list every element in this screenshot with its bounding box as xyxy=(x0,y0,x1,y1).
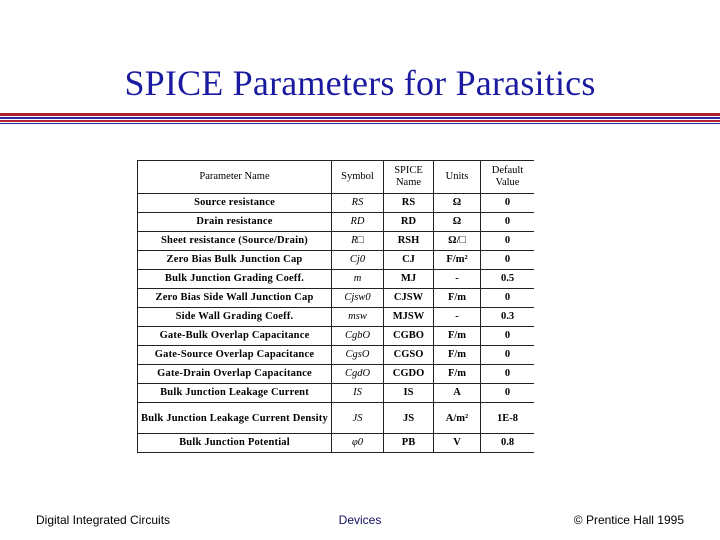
units-cell: V xyxy=(434,434,481,453)
spice-name-cell: MJSW xyxy=(384,308,434,327)
symbol-cell: CgbO xyxy=(332,327,384,346)
symbol-cell: m xyxy=(332,270,384,289)
units-cell: A xyxy=(434,384,481,403)
default-value-cell: 0 xyxy=(481,289,535,308)
parameter-name-cell: Drain resistance xyxy=(138,213,332,232)
units-cell: - xyxy=(434,308,481,327)
table-header-row xyxy=(138,161,535,194)
table-row xyxy=(138,365,535,384)
default-value-cell: 0.8 xyxy=(481,434,535,453)
parameter-name-cell: Gate-Drain Overlap Capacitance xyxy=(138,365,332,384)
title-rule-red xyxy=(0,113,720,116)
footer-course-name: Digital Integrated Circuits xyxy=(36,513,171,527)
units-cell: A/m² xyxy=(434,403,481,434)
spice-name-cell: CJ xyxy=(384,251,434,270)
symbol-cell: Cjsw0 xyxy=(332,289,384,308)
spice-name-cell: JS xyxy=(384,403,434,434)
header-parameter-name: Parameter Name xyxy=(138,161,332,194)
symbol-cell: IS xyxy=(332,384,384,403)
symbol-cell: msw xyxy=(332,308,384,327)
default-value-cell: 1E-8 xyxy=(481,403,535,434)
header-units: Units xyxy=(434,161,481,194)
footer-section: Devices xyxy=(338,513,382,527)
table-row xyxy=(138,403,535,434)
table-row xyxy=(138,251,535,270)
header-symbol: Symbol xyxy=(332,161,384,194)
spice-name-cell: PB xyxy=(384,434,434,453)
parameter-name-cell: Side Wall Grading Coeff. xyxy=(138,308,332,327)
title-rule-red-lower xyxy=(0,120,720,122)
units-cell: F/m xyxy=(434,365,481,384)
symbol-cell: CgdO xyxy=(332,365,384,384)
symbol-cell: CgsO xyxy=(332,346,384,365)
header-default-value: Default Value xyxy=(481,161,535,194)
parameter-table-container xyxy=(137,160,534,456)
parameter-table xyxy=(137,160,534,453)
footer-copyright: © Prentice Hall 1995 xyxy=(573,513,684,527)
table-row xyxy=(138,194,535,213)
parameter-name-cell: Source resistance xyxy=(138,194,332,213)
units-cell: F/m xyxy=(434,346,481,365)
title-rule-blue xyxy=(0,117,720,119)
table-row xyxy=(138,346,535,365)
units-cell: Ω xyxy=(434,213,481,232)
parameter-name-cell: Sheet resistance (Source/Drain) xyxy=(138,232,332,251)
parameter-name-cell: Zero Bias Side Wall Junction Cap xyxy=(138,289,332,308)
units-cell: F/m xyxy=(434,327,481,346)
parameter-name-cell: Zero Bias Bulk Junction Cap xyxy=(138,251,332,270)
spice-name-cell: RSH xyxy=(384,232,434,251)
units-cell: F/m² xyxy=(434,251,481,270)
table-row xyxy=(138,434,535,453)
parameter-name-cell: Bulk Junction Potential xyxy=(138,434,332,453)
table-row xyxy=(138,384,535,403)
title-rule-blue-lower xyxy=(0,123,720,124)
table-row xyxy=(138,327,535,346)
parameter-name-cell: Bulk Junction Leakage Current Density xyxy=(138,403,332,434)
default-value-cell: 0 xyxy=(481,327,535,346)
symbol-cell: Cj0 xyxy=(332,251,384,270)
units-cell: Ω/□ xyxy=(434,232,481,251)
default-value-cell: 0.5 xyxy=(481,270,535,289)
parameter-name-cell: Bulk Junction Grading Coeff. xyxy=(138,270,332,289)
default-value-cell: 0.3 xyxy=(481,308,535,327)
table-row xyxy=(138,289,535,308)
spice-name-cell: CJSW xyxy=(384,289,434,308)
slide-title: SPICE Parameters for Parasitics xyxy=(124,63,596,103)
symbol-cell: φ0 xyxy=(332,434,384,453)
default-value-cell: 0 xyxy=(481,232,535,251)
spice-name-cell: CGSO xyxy=(384,346,434,365)
table-row xyxy=(138,232,535,251)
default-value-cell: 0 xyxy=(481,365,535,384)
default-value-cell: 0 xyxy=(481,194,535,213)
units-cell: - xyxy=(434,270,481,289)
spice-name-cell: RS xyxy=(384,194,434,213)
units-cell: Ω xyxy=(434,194,481,213)
table-row xyxy=(138,213,535,232)
default-value-cell: 0 xyxy=(481,384,535,403)
spice-name-cell: CGDO xyxy=(384,365,434,384)
table-row xyxy=(138,308,535,327)
table-body xyxy=(138,194,535,453)
symbol-cell: RD xyxy=(332,213,384,232)
units-cell: F/m xyxy=(434,289,481,308)
parameter-name-cell: Gate-Source Overlap Capacitance xyxy=(138,346,332,365)
spice-name-cell: CGBO xyxy=(384,327,434,346)
default-value-cell: 0 xyxy=(481,251,535,270)
symbol-cell: JS xyxy=(332,403,384,434)
parameter-name-cell: Bulk Junction Leakage Current xyxy=(138,384,332,403)
spice-name-cell: RD xyxy=(384,213,434,232)
table-row xyxy=(138,270,535,289)
symbol-cell: R□ xyxy=(332,232,384,251)
header-spice-name: SPICE Name xyxy=(384,161,434,194)
symbol-cell: RS xyxy=(332,194,384,213)
parameter-name-cell: Gate-Bulk Overlap Capacitance xyxy=(138,327,332,346)
default-value-cell: 0 xyxy=(481,346,535,365)
spice-name-cell: IS xyxy=(384,384,434,403)
spice-name-cell: MJ xyxy=(384,270,434,289)
default-value-cell: 0 xyxy=(481,213,535,232)
